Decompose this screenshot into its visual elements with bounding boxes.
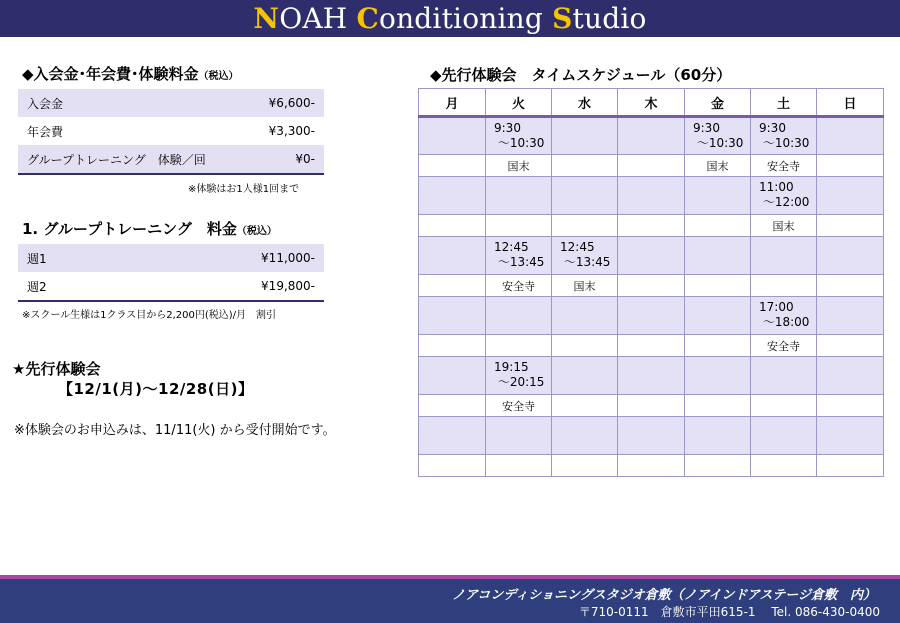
schedule-header-row [419,89,884,117]
schedule-title: ◆先行体験会 タイムスケジュール（60分） [430,66,732,84]
time-cell [618,117,685,155]
location-cell [685,395,751,417]
time-cell [486,177,552,215]
location-cell [419,155,486,177]
time-cell [817,297,884,335]
time-cell [552,297,618,335]
time-cell [751,237,817,275]
fee-label: 入会金 [27,96,64,111]
location-cell: 安全寺 [751,155,817,177]
day-header: 金 [685,89,751,117]
location-cell [618,455,685,477]
location-cell [552,155,618,177]
location-cell [685,215,751,237]
fee-value: ¥0- [295,152,315,166]
location-cell [618,215,685,237]
location-cell [817,455,884,477]
trial-heading: ★先行体験会 [12,360,101,378]
time-cell [618,177,685,215]
time-cell [486,417,552,455]
location-cell [618,275,685,297]
day-header: 水 [552,89,618,117]
day-header: 日 [817,89,884,117]
location-cell [685,335,751,357]
location-cell: 安全寺 [486,395,552,417]
location-cell [486,455,552,477]
time-cell [419,117,486,155]
price-label: 週1 [27,251,47,266]
fees-table [18,89,324,175]
fee-label: グループトレーニング 体験／回 [27,152,206,167]
price-label: 週2 [27,279,47,294]
trial-dates: 【12/1(月)～12/28(日)】 [58,380,254,398]
time-cell [685,357,751,395]
location-cell: 国末 [685,155,751,177]
location-cell [685,275,751,297]
location-cell [486,335,552,357]
location-row [419,455,884,477]
schedule-table [418,88,884,477]
time-cell [817,117,884,155]
location-row [419,155,884,177]
time-row [419,297,884,335]
studio-title [0,0,900,37]
fees-title-tax: （税込） [198,71,239,82]
location-row [419,215,884,237]
location-cell [486,215,552,237]
title-text: OAH [279,2,357,35]
location-cell [817,215,884,237]
time-cell [685,177,751,215]
location-cell [419,455,486,477]
location-row [419,335,884,357]
time-row [419,237,884,275]
group-title [22,220,277,241]
day-header: 火 [486,89,552,117]
time-cell [552,357,618,395]
time-cell [685,237,751,275]
location-cell [618,335,685,357]
title-initial: S [552,2,573,35]
time-row [419,177,884,215]
group-note: ※スクール生様は1クラス目から2,200円(税込)/月 割引 [22,310,277,321]
location-cell [552,395,618,417]
time-cell [618,297,685,335]
fees-note: ※体験はお1人様1回まで [188,184,300,195]
location-cell [751,455,817,477]
time-cell [751,417,817,455]
location-cell [552,455,618,477]
time-cell [419,177,486,215]
time-cell [419,237,486,275]
time-row [419,117,884,155]
time-cell [419,357,486,395]
divider [18,300,324,302]
title-text: tudio [572,2,647,35]
time-cell [817,417,884,455]
location-cell [419,275,486,297]
location-row [419,395,884,417]
location-cell [817,155,884,177]
time-cell [618,417,685,455]
group-title-tax: （税込） [236,226,277,237]
location-cell [618,155,685,177]
fee-value: ¥3,300- [268,124,315,138]
time-cell: 17:00 ～18:00 [751,297,817,335]
footer-studio-name: ノアコンディショニングスタジオ倉敷（ノアインドアステージ倉敷 内） [451,588,876,603]
time-cell: 9:30 ～10:30 [486,117,552,155]
time-cell [552,417,618,455]
group-title-text: 1. グループトレーニング 料金 [22,220,237,238]
time-cell: 12:45 ～13:45 [552,237,618,275]
location-cell [817,395,884,417]
location-cell: 国末 [552,275,618,297]
location-cell [817,335,884,357]
location-cell [419,335,486,357]
price-row [18,244,324,272]
time-cell [751,357,817,395]
location-cell: 国末 [751,215,817,237]
time-cell [419,417,486,455]
time-cell [817,237,884,275]
time-cell: 9:30 ～10:30 [751,117,817,155]
divider [18,173,324,175]
time-cell [419,297,486,335]
fees-title [22,65,239,86]
time-cell: 11:00 ～12:00 [751,177,817,215]
fee-label: 年会費 [27,124,64,139]
time-cell [685,417,751,455]
location-cell: 安全寺 [751,335,817,357]
price-row [18,272,324,300]
time-cell [486,297,552,335]
time-row [419,417,884,455]
time-cell [685,297,751,335]
location-row [419,275,884,297]
title-initial: C [356,2,380,35]
fee-value: ¥6,600- [268,96,315,110]
time-cell: 9:30 ～10:30 [685,117,751,155]
trial-note: ※体験会のお申込みは、11/11(火) から受付開始です。 [14,423,336,438]
fee-row [18,89,324,117]
location-cell [419,395,486,417]
location-cell: 安全寺 [486,275,552,297]
title-text: onditioning [379,2,553,35]
time-cell [817,357,884,395]
location-cell [817,275,884,297]
fees-title-text: ◆入会金･年会費･体験料金 [22,65,199,83]
price-value: ¥11,000- [261,251,315,265]
location-cell [552,215,618,237]
time-cell [618,237,685,275]
fee-row [18,117,324,145]
location-cell: 国末 [486,155,552,177]
day-header: 木 [618,89,685,117]
time-cell: 12:45 ～13:45 [486,237,552,275]
time-cell: 19:15 ～20:15 [486,357,552,395]
price-value: ¥19,800- [261,279,315,293]
location-cell [685,455,751,477]
footer-address: 〒710-0111 倉敷市平田615-1 Tel. 086-430-0400 [578,605,880,619]
group-price-table [18,244,324,302]
location-cell [751,275,817,297]
title-initial: N [253,2,280,35]
day-header: 月 [419,89,486,117]
time-cell [552,117,618,155]
location-cell [552,335,618,357]
location-cell [751,395,817,417]
time-cell [817,177,884,215]
time-row [419,357,884,395]
time-cell [552,177,618,215]
time-cell [618,357,685,395]
location-cell [419,215,486,237]
day-header: 土 [751,89,817,117]
fee-row [18,145,324,173]
location-cell [618,395,685,417]
